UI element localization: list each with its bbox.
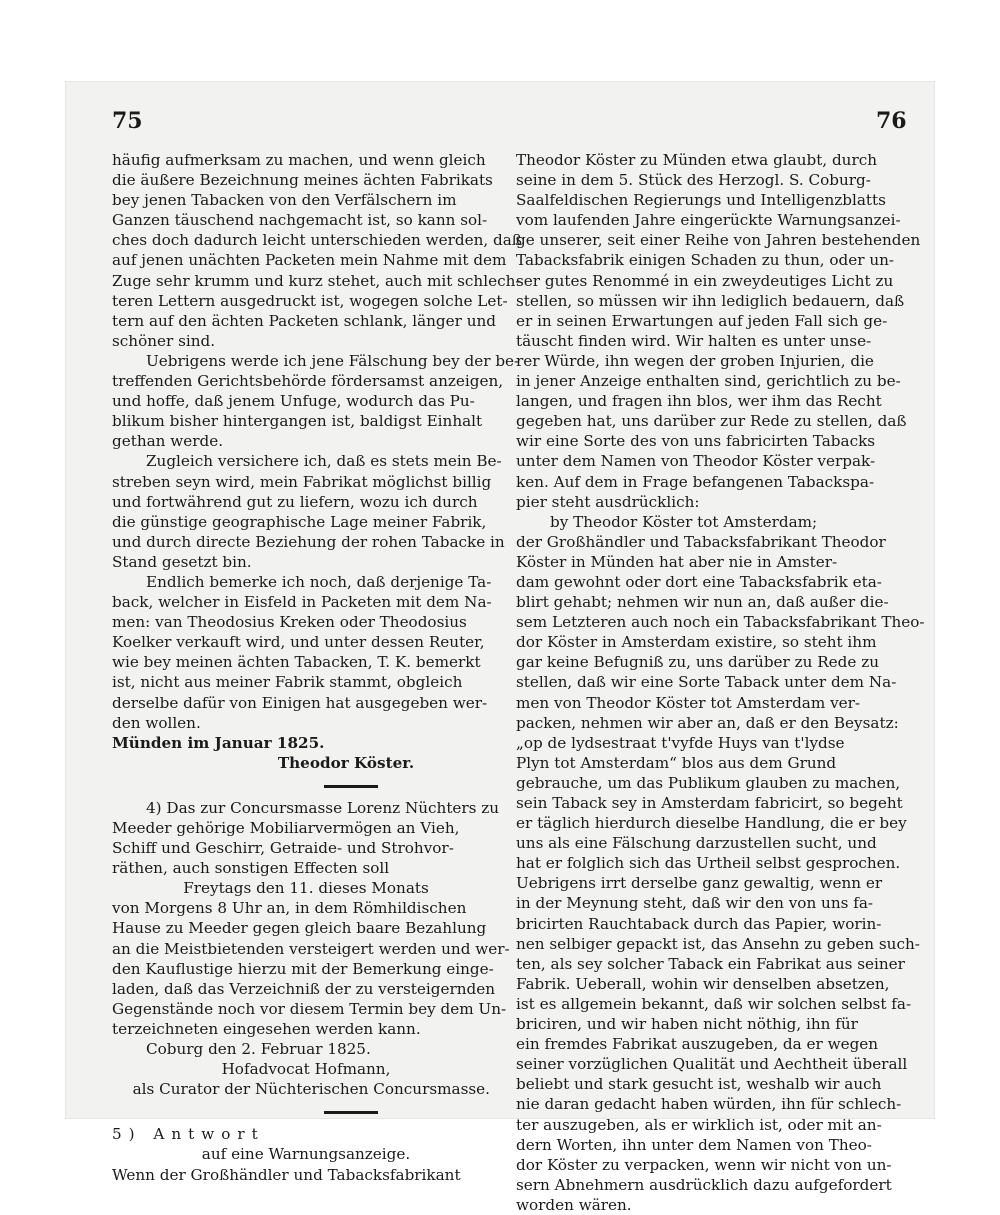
notice-line: Hause zu Meeder gegen gleich baare Bezahlung [112, 919, 487, 938]
text-line: Tabacksfabrik einigen Schaden zu thun, oder un- [516, 251, 895, 270]
place-date: Münden im Januar 1825. [112, 733, 325, 752]
notice-date-line: Freytags den 11. dieses Monats [183, 879, 429, 898]
notice-line: Wenn der Großhändler und Tabacksfabrikant [112, 1165, 461, 1184]
text-line: pier steht ausdrücklich: [516, 492, 700, 511]
text-line: er in seinen Erwartungen auf jeden Fall sich ge- [516, 311, 888, 330]
notice-line: den Kauflustige hierzu mit der Bemerkung einge- [112, 959, 494, 978]
text-line: worden wären. [516, 1195, 632, 1214]
text-line: täuscht finden wird. Wir halten es unter unse- [516, 331, 872, 350]
text-line: gebrauche, um das Publikum glauben zu machen, [516, 773, 901, 792]
text-line: vom laufenden Jahre eingerückte Warnungsanzei- [516, 211, 901, 230]
text-line: Theodor Köster zu Münden etwa glaubt, durch [516, 151, 878, 169]
text-line: men: van Theodosius Kreken oder Theodosius [112, 613, 467, 632]
text-line: wie bey meinen ächten Tabacken, T. K. bemerkt [112, 653, 481, 672]
text-line: seine in dem 5. Stück des Herzogl. S. Coburg- [516, 171, 871, 190]
text-line: Saalfeldischen Regierungs und Intelligenzblatts [516, 191, 886, 210]
separator-rule [324, 1111, 378, 1114]
text-line: und durch directe Beziehung der rohen Tabacke in [112, 532, 505, 551]
text-line: sern Abnehmern ausdrücklich dazu aufgefordert [516, 1175, 892, 1194]
text-line: Zugleich versichere ich, daß es stets mein Be- [146, 452, 502, 471]
text-line: stellen, daß wir eine Sorte Taback unter dem Na- [516, 673, 897, 692]
text-line: auf jenen unächten Packeten mein Nahme mit dem [112, 251, 507, 270]
text-line: sein Taback sey in Amsterdam fabricirt, so begeht [516, 794, 903, 812]
text-line: unter dem Namen von Theodor Köster verpak- [516, 452, 876, 471]
text-line: blirt gehabt; nehmen wir nun an, daß außer die- [516, 593, 889, 612]
text-line: dam gewohnt oder dort eine Tabacksfabrik eta- [516, 572, 882, 591]
text-line: rer Würde, ihn wegen der groben Injurien, die [516, 351, 874, 370]
text-line: men von Theodor Köster tot Amsterdam ver- [516, 693, 861, 712]
text-line: langen, und fragen ihn blos, wer ihm das Recht [516, 392, 882, 411]
text-line: Stand gesetzt bin. [112, 552, 252, 571]
text-line: Zuge sehr krumm und kurz stehet, auch mit schlech- [112, 271, 521, 290]
text-line: ken. Auf dem in Frage befangenen Tabackspa- [516, 472, 875, 491]
text-line: Plyn tot Amsterdam“ blos aus dem Grund [516, 753, 837, 772]
notice-line: Meeder gehörige Mobiliarvermögen an Vieh, [112, 819, 460, 837]
text-line: häufig aufmerksam zu machen, und wenn gleich [112, 151, 486, 169]
text-line: ge unserer, seit einer Reihe von Jahren bestehenden [516, 231, 921, 250]
text-line: stellen, so müssen wir ihn lediglich bedauern, daß [516, 291, 905, 310]
text-line: Endlich bemerke ich noch, daß derjenige Ta- [146, 572, 492, 591]
text-line: schöner sind. [112, 331, 216, 350]
text-line: blikum bisher hintergangen ist, baldigst Einhalt [112, 412, 483, 431]
text-line: gegeben hat, uns darüber zur Rede zu stellen, daß [516, 412, 907, 431]
text-line: ser gutes Renommé in ein zweydeutiges Licht zu [516, 271, 894, 290]
text-line: by Theodor Köster tot Amsterdam; [550, 512, 818, 531]
text-line: packen, nehmen wir aber an, daß er den Beysatz: [516, 713, 899, 732]
signature: Theodor Köster. [277, 753, 415, 772]
text-line: den wollen. [112, 713, 201, 732]
text-line: tern auf den ächten Packeten schlank, länger und [112, 311, 497, 330]
page-number-left: 75 [112, 108, 143, 134]
text-line: und hoffe, daß jenem Unfuge, wodurch das Pu- [112, 392, 475, 411]
text-line: Koelker verkauft wird, und unter dessen Reuter, [112, 633, 485, 652]
notice-subheading: auf eine Warnungsanzeige. [201, 1145, 411, 1164]
text-line: dor Köster in Amsterdam existire, so steht ihm [516, 633, 877, 652]
notice-heading: 5) Antwort [112, 1125, 265, 1144]
text-line: briciren, und wir haben nicht nöthig, ihn für [516, 1015, 858, 1034]
text-line: gethan werde. [112, 432, 224, 451]
text-line: er täglich hierdurch dieselbe Handlung, die er bey [516, 814, 907, 833]
right-column [516, 150, 925, 1215]
text-line: nie daran gedacht haben würden, ihn für schlech- [516, 1095, 902, 1114]
notice-line: laden, daß das Verzeichniß der zu versteigernden [112, 979, 495, 998]
text-line: Ganzen täuschend nachgemacht ist, so kann sol- [112, 211, 488, 230]
text-line: der Großhändler und Tabacksfabrikant Theodor [516, 532, 886, 551]
text-line: Uebrigens werde ich jene Fälschung bey der be- [146, 351, 520, 370]
text-line: seiner vorzüglichen Qualität und Aechtheit überall [516, 1055, 908, 1074]
text-line: streben seyn wird, mein Fabrikat möglichst billig [112, 472, 492, 491]
text-line: die äußere Bezeichnung meines ächten Fabrikats [112, 171, 493, 190]
text-line: ches doch dadurch leicht unterschieden werden, daß [112, 231, 522, 250]
text-line: Fabrik. Ueberall, wohin wir denselben absetzen, [516, 974, 890, 993]
left-column [112, 150, 522, 1185]
text-line: die günstige geographische Lage meiner Fabrik, [112, 512, 487, 531]
text-line: dor Köster zu verpacken, wenn wir nicht von un- [516, 1155, 892, 1174]
text-line: bey jenen Tabacken von den Verfälschern im [112, 191, 457, 210]
text-line: ten, als sey solcher Taback ein Fabrikat aus seiner [516, 954, 905, 973]
notice-line: Schiff und Geschirr, Getraide- und Strohvor- [112, 839, 454, 858]
text-line: „op de lydsestraat t'vyfde Huys van t'lydse [516, 733, 845, 752]
text-line: gar keine Befugniß zu, uns darüber zu Rede zu [516, 653, 879, 672]
page-number-right: 76 [876, 108, 907, 134]
text-line: ist es allgemein bekannt, daß wir solchen selbst fa- [516, 994, 912, 1013]
text-line: teren Lettern ausgedruckt ist, wogegen solche Let- [112, 291, 508, 310]
text-line: treffenden Gerichtsbehörde fördersamst anzeigen, [112, 372, 504, 391]
notice-line: Gegenstände noch vor diesem Termin bey dem Un- [112, 999, 507, 1018]
text-line: hat er folglich sich das Urtheil selbst gesprochen. [516, 854, 901, 873]
text-line: sem Letzteren auch noch ein Tabacksfabrikant Theo- [516, 613, 925, 632]
text-line: bricirten Rauchtaback durch das Papier, worin- [516, 914, 882, 933]
notice-signature: als Curator der Nüchterischen Concursmasse. [132, 1080, 490, 1099]
text-line: dern Worten, ihn unter dem Namen von Theo- [516, 1135, 872, 1154]
notice-line: von Morgens 8 Uhr an, in dem Römhildischen [112, 899, 467, 918]
text-line: in jener Anzeige enthalten sind, gerichtlich zu be- [516, 372, 901, 391]
text-line: wir eine Sorte des von uns fabricirten Tabacks [516, 432, 876, 451]
notice-line: 4) Das zur Concursmasse Lorenz Nüchters zu [146, 798, 500, 817]
text-line: derselbe dafür von Einigen hat ausgegeben wer- [112, 693, 488, 712]
notice-line: terzeichneten eingesehen werden kann. [112, 1019, 421, 1038]
notice-line: an die Meistbietenden versteigert werden und wer- [112, 939, 510, 958]
text-line: uns als eine Fälschung darzustellen sucht, und [516, 834, 877, 853]
notice-signature: Hofadvocat Hofmann, [221, 1060, 391, 1079]
text-line: in der Meynung steht, daß wir den von uns fa- [516, 894, 874, 913]
notice-line: Coburg den 2. Februar 1825. [146, 1040, 371, 1059]
text-line: ter auszugeben, als er wirklich ist, oder mit an- [516, 1115, 882, 1134]
notice-line: räthen, auch sonstigen Effecten soll [112, 859, 390, 878]
separator-rule [324, 785, 378, 788]
text-line: Köster in Münden hat aber nie in Amster- [516, 552, 838, 571]
text-line: ist, nicht aus meiner Fabrik stammt, obgleich [112, 673, 463, 692]
text-line: back, welcher in Eisfeld in Packeten mit dem Na- [112, 593, 492, 612]
text-line: Uebrigens irrt derselbe ganz gewaltig, wenn er [516, 874, 883, 893]
text-line: beliebt und stark gesucht ist, weshalb wir auch [516, 1075, 882, 1094]
text-line: und fortwährend gut zu liefern, wozu ich durch [112, 492, 478, 511]
text-line: nen selbiger gepackt ist, das Ansehn zu geben such- [516, 934, 920, 953]
text-line: ein fremdes Fabrikat auszugeben, da er wegen [516, 1035, 879, 1054]
